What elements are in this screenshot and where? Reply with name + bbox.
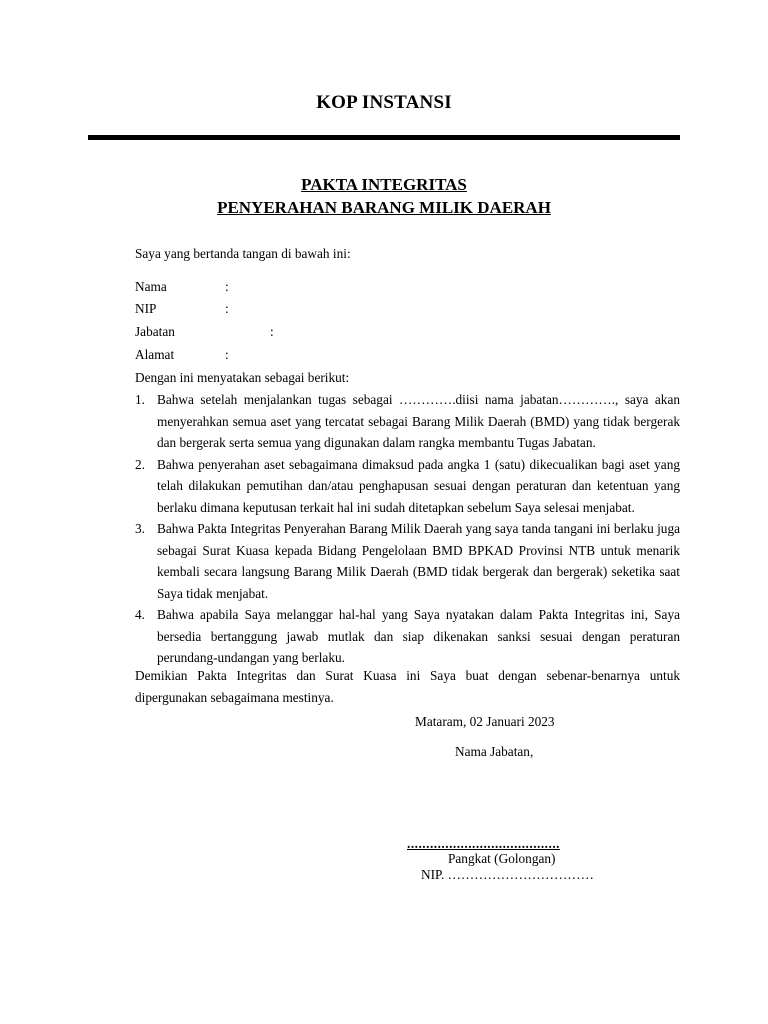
list-item xyxy=(135,454,680,519)
field-label: Alamat xyxy=(135,347,175,362)
list-number: 3. xyxy=(135,521,145,536)
signature-name-line: ........................................ xyxy=(407,836,560,851)
signatory-position: Nama Jabatan, xyxy=(455,744,534,759)
list-item xyxy=(135,518,680,604)
field-colon: : xyxy=(225,301,229,316)
closing-text: Demikian Pakta Integritas dan Surat Kuasa ini Saya buat dengan sebenar-benarnya untuk dipergunakan sebagaimana mestinya. xyxy=(135,668,680,705)
field-nama xyxy=(135,276,229,298)
document-title: PAKTA INTEGRITAS xyxy=(301,175,467,194)
list-number: 2. xyxy=(135,456,145,472)
declaration-text: Dengan ini menyatakan sebagai berikut: xyxy=(135,370,350,385)
list-text: Bahwa penyerahan aset sebagaimana dimaksud pada angka 1 (satu) dikecualikan bagi aset yang telah dilakukan pemutihan dan/atau penghapusan sesuai dengan peraturan dan ketentuan yang berlaku dimana keputusan terkait hal ini sudah ditetapkan sebelum Saya selesai menjabat. xyxy=(157,456,680,515)
statement-list xyxy=(135,389,680,669)
field-colon: : xyxy=(270,324,274,339)
field-colon: : xyxy=(225,347,229,362)
signatory-rank: Pangkat (Golongan) xyxy=(448,851,556,866)
list-text: Bahwa setelah menjalankan tugas sebagai ………….diisi nama jabatan…………., saya akan menyerahkan semua aset yang tercatat sebagai Barang Milik Daerah (BMD) yang tidak bergerak dan bergerak serta semua yang digunakan dalam rangka membantu Tugas Jabatan. xyxy=(157,392,680,450)
list-text: Bahwa apabila Saya melanggar hal-hal yang Saya nyatakan dalam Pakta Integritas ini, Saya bersedia bertanggung jawab mutlak dan siap dikenakan sanksi sesuai dengan peraturan perundang-undangan yang berlaku. xyxy=(157,607,680,665)
field-alamat xyxy=(135,344,229,366)
field-jabatan xyxy=(135,321,274,343)
place-date: Mataram, 02 Januari 2023 xyxy=(415,714,555,729)
field-label: NIP xyxy=(135,301,157,316)
intro-text: Saya yang bertanda tangan di bawah ini: xyxy=(135,246,351,261)
field-colon: : xyxy=(225,279,229,294)
document-subtitle: PENYERAHAN BARANG MILIK DAERAH xyxy=(217,198,551,217)
list-item xyxy=(135,389,680,454)
list-text: Bahwa Pakta Integritas Penyerahan Barang Milik Daerah yang saya tanda tangani ini berlaku juga sebagai Surat Kuasa kepada Bidang Pengelolaan BMD BPKAD Provinsi NTB untuk menarik kembali secara langsung Barang Milik Daerah (BMD tidak bergerak dan bergerak) seketika saat Saya tidak menjabat. xyxy=(157,521,680,601)
letterhead-rule xyxy=(88,135,680,140)
signatory-nip: NIP. …………………………… xyxy=(421,867,594,882)
field-nip xyxy=(135,298,229,320)
field-label: Nama xyxy=(135,279,167,294)
list-item xyxy=(135,604,680,669)
field-label: Jabatan xyxy=(135,324,175,339)
list-number: 4. xyxy=(135,607,145,622)
letterhead-title: KOP INSTANSI xyxy=(316,92,452,113)
list-number: 1. xyxy=(135,392,145,407)
